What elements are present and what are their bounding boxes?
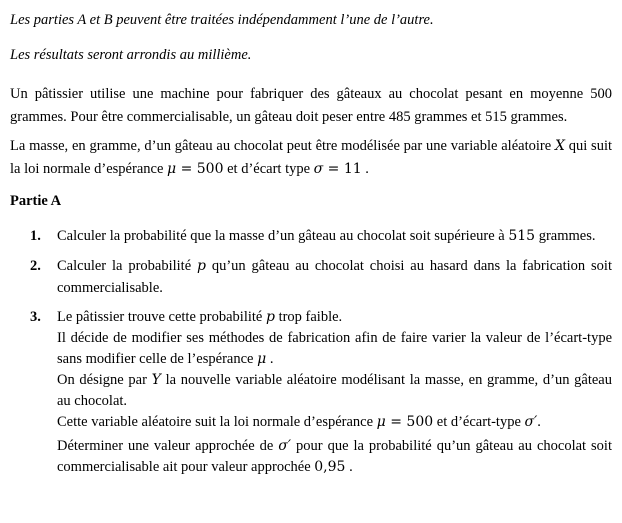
item-number-3: 3. (30, 309, 41, 325)
item-number-1: 1. (30, 228, 41, 244)
question-list (10, 225, 612, 478)
item-text-2: Calculer la probabilité p qu’un gâteau au chocolat choisi au hasard dans la fabrication soit commercialisable. (57, 258, 612, 296)
question-item-3 (30, 307, 612, 478)
model-paragraph: La masse, en gramme, d’un gâteau au chocolat peut être modélisée par une variable aléatoire X qui suit la loi normale d’espérance μ = 500 et d’écart type σ = 11 . (10, 138, 613, 177)
section-heading-partie-a: Partie A (10, 193, 62, 209)
question-item-1 (30, 225, 612, 247)
context-paragraph: Un pâtissier utilise une machine pour fabriquer des gâteaux au chocolat pesant en moyenne 500 grammes. Pour être commercialisable, un gâteau doit peser entre 485 grammes et 515 grammes. (10, 86, 612, 125)
item-number-2: 2. (30, 258, 41, 274)
intro-note-rounding: Les résultats seront arrondis au millième. (10, 47, 252, 63)
item-text-3-question: Déterminer une valeur approchée de σ′ pour que la probabilité qu’un gâteau au chocolat soit commercialisable ait pour valeur approchée 0,95 . (57, 438, 612, 475)
intro-note-independence: Les parties A et B peuvent être traitées indépendamment l’une de l’autre. (10, 12, 434, 28)
question-item-2 (30, 255, 612, 299)
item-text-3: Le pâtissier trouve cette probabilité p trop faible. Il décide de modifier ses méthodes de fabrication afin de faire varier la valeur de l’écart-type sans modifier celle de l’espérance μ . On désigne par Y la nouvelle variable aléatoire modélisant la masse, en gramme, d’un gâteau au chocolat. Cette variable aléatoire suit la loi normale d’espérance μ = 500 et d’écart-type σ′. (57, 309, 612, 430)
item-text-1: Calculer la probabilité que la masse d’un gâteau au chocolat soit supérieure à 515 grammes. (57, 228, 596, 244)
